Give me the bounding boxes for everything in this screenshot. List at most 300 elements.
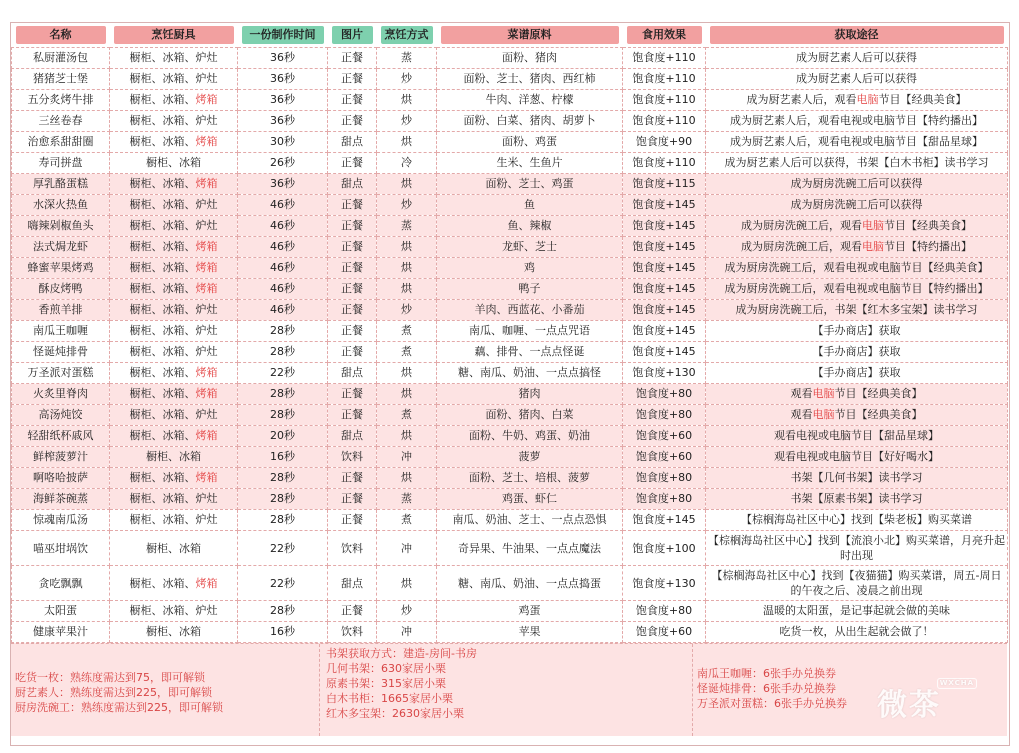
cell-method: 烘: [377, 279, 437, 300]
cell-ingredients: 鱼、辣椒: [437, 216, 623, 237]
cell-time: 28秒: [238, 384, 328, 405]
cell-ingredients: 面粉、芝士、培根、菠萝: [437, 468, 623, 489]
tool-text: 橱柜、冰箱、炉灶: [129, 198, 218, 211]
footer-unlock-notes: [11, 644, 320, 736]
tool-text: 烤箱: [195, 240, 218, 253]
cell-effect: 饱食度+60: [623, 447, 706, 468]
cell-tools: [110, 363, 238, 384]
cell-tools: [110, 69, 238, 90]
cell-source: [706, 195, 1008, 216]
cell-effect: 饱食度+145: [623, 342, 706, 363]
tool-text: 橱柜、冰箱、炉灶: [129, 72, 218, 85]
cell-category: 正餐: [328, 216, 377, 237]
tool-text: 橱柜、冰箱、: [129, 366, 196, 379]
cell-method: 炒: [377, 69, 437, 90]
cell-time: 46秒: [238, 237, 328, 258]
recipe-table: [11, 23, 1008, 643]
cell-tools: [110, 566, 238, 601]
tool-text: 橱柜、冰箱、炉灶: [129, 219, 218, 232]
cell-tools: [110, 531, 238, 566]
source-text: 成为厨房洗碗工后可以获得: [790, 198, 923, 211]
cell-tools: [110, 174, 238, 195]
cell-category: 甜点: [328, 363, 377, 384]
footer-voucher-notes: [693, 644, 1007, 736]
table-row: [12, 69, 1008, 90]
cell-method: 烘: [377, 237, 437, 258]
cell-time: 22秒: [238, 363, 328, 384]
header-tools: 烹饪厨具: [114, 26, 234, 44]
table-row: [12, 90, 1008, 111]
cell-tools: [110, 489, 238, 510]
cell-method: 炒: [377, 601, 437, 622]
cell-source: [706, 426, 1008, 447]
cell-category: 正餐: [328, 69, 377, 90]
cell-name: 香煎羊排: [12, 300, 110, 321]
cell-effect: 饱食度+145: [623, 216, 706, 237]
footer-line: 万圣派对蛋糕：6张手办兑换券: [697, 697, 847, 710]
cell-name: 海鲜茶碗蒸: [12, 489, 110, 510]
source-text: 【手办商店】获取: [812, 345, 901, 358]
table-row: [12, 622, 1008, 643]
source-text: 节目【特约播出】: [884, 240, 972, 253]
cell-method: 炒: [377, 195, 437, 216]
cell-source: [706, 468, 1008, 489]
source-text: 成为厨房洗碗工后，观看: [741, 240, 862, 253]
source-text: 观看: [790, 387, 813, 400]
cell-time: 28秒: [238, 601, 328, 622]
cell-effect: 饱食度+110: [623, 111, 706, 132]
cell-category: 甜点: [328, 566, 377, 601]
cell-method: 烘: [377, 258, 437, 279]
cell-name: 蜂蜜苹果烤鸡: [12, 258, 110, 279]
cell-source: [706, 237, 1008, 258]
cell-time: 16秒: [238, 447, 328, 468]
cell-name: 喵巫坩埚饮: [12, 531, 110, 566]
source-text: 电脑: [856, 93, 879, 106]
source-text: 成为厨艺素人后可以获得: [796, 72, 917, 85]
footer-line: 怪诞炖排骨：6张手办兑换券: [697, 682, 836, 695]
recipe-sheet: [10, 22, 1010, 746]
tool-text: 烤箱: [195, 177, 218, 190]
cell-tools: [110, 279, 238, 300]
watermark-logo: [877, 680, 987, 722]
cell-name: 南瓜王咖喱: [12, 321, 110, 342]
cell-effect: 饱食度+80: [623, 601, 706, 622]
cell-tools: [110, 216, 238, 237]
tool-text: 橱柜、冰箱、: [129, 261, 196, 274]
cell-time: 28秒: [238, 510, 328, 531]
table-row: [12, 48, 1008, 69]
cell-effect: 饱食度+115: [623, 174, 706, 195]
cell-method: 烘: [377, 566, 437, 601]
footer-line: 白木书柜：1665家居小栗: [326, 692, 453, 705]
cell-name: 鲜榨菠萝汁: [12, 447, 110, 468]
tool-text: 烤箱: [195, 93, 218, 106]
cell-effect: 饱食度+145: [623, 279, 706, 300]
cell-name: 寿司拼盘: [12, 153, 110, 174]
cell-time: 36秒: [238, 111, 328, 132]
cell-name: 厚乳酪蛋糕: [12, 174, 110, 195]
cell-category: 饮料: [328, 531, 377, 566]
cell-ingredients: 面粉、芝士、猪肉、西红柿: [437, 69, 623, 90]
cell-time: 36秒: [238, 69, 328, 90]
cell-effect: 饱食度+100: [623, 531, 706, 566]
cell-time: 46秒: [238, 258, 328, 279]
cell-tools: [110, 447, 238, 468]
tool-text: 烤箱: [195, 471, 218, 484]
source-text: 温暖的太阳蛋，是记事起就会做的美味: [763, 604, 950, 617]
source-text: 节目【经典美食】: [884, 219, 972, 232]
cell-ingredients: 面粉、白菜、猪肉、胡萝卜: [437, 111, 623, 132]
cell-name: 酥皮烤鸭: [12, 279, 110, 300]
cell-category: 正餐: [328, 342, 377, 363]
cell-source: [706, 447, 1008, 468]
header-ingredients: 菜谱原料: [441, 26, 619, 44]
tool-text: 橱柜、冰箱、炉灶: [129, 114, 218, 127]
footer-line: 吃货一枚：熟练度需达到75，即可解锁: [15, 671, 205, 684]
source-text: 成为厨房洗碗工后可以获得: [790, 177, 923, 190]
tool-text: 橱柜、冰箱: [146, 625, 201, 638]
tool-text: 烤箱: [195, 135, 218, 148]
cell-tools: [110, 258, 238, 279]
cell-category: 正餐: [328, 153, 377, 174]
cell-method: 煮: [377, 321, 437, 342]
table-row: [12, 237, 1008, 258]
cell-source: [706, 622, 1008, 643]
source-text: 节目【经典美食】: [878, 93, 967, 106]
cell-ingredients: 生米、生鱼片: [437, 153, 623, 174]
tool-text: 橱柜、冰箱、炉灶: [129, 345, 218, 358]
source-text: 成为厨房洗碗工后，书架【红木多宝架】读书学习: [735, 303, 978, 316]
cell-tools: [110, 321, 238, 342]
source-text: 【棕榈海岛社区中心】找到【柴老板】购买菜谱: [741, 513, 972, 526]
cell-method: 烘: [377, 426, 437, 447]
tool-text: 烤箱: [195, 282, 218, 295]
cell-effect: 饱食度+90: [623, 132, 706, 153]
cell-name: 三丝卷春: [12, 111, 110, 132]
source-text: 【手办商店】获取: [812, 366, 901, 379]
cell-name: 猪猪芝士堡: [12, 69, 110, 90]
cell-method: 烘: [377, 132, 437, 153]
cell-tools: [110, 111, 238, 132]
cell-name: 轻甜纸杯戚风: [12, 426, 110, 447]
cell-ingredients: 面粉、鸡蛋: [437, 132, 623, 153]
table-row: [12, 132, 1008, 153]
cell-time: 30秒: [238, 132, 328, 153]
watermark-text: 微茶: [877, 688, 941, 723]
cell-source: [706, 510, 1008, 531]
cell-method: 冷: [377, 153, 437, 174]
table-row: [12, 405, 1008, 426]
source-text: 【手办商店】获取: [812, 324, 901, 337]
cell-category: 正餐: [328, 258, 377, 279]
cell-ingredients: 面粉、猪肉、白菜: [437, 405, 623, 426]
header-effect: 食用效果: [627, 26, 702, 44]
cell-effect: 饱食度+145: [623, 237, 706, 258]
watermark-sub: WXCHA: [937, 678, 977, 689]
cell-ingredients: 糖、南瓜、奶油、一点点搞怪: [437, 363, 623, 384]
cell-source: [706, 384, 1008, 405]
cell-category: 正餐: [328, 111, 377, 132]
cell-source: [706, 69, 1008, 90]
source-text: 电脑: [862, 240, 884, 253]
cell-source: [706, 489, 1008, 510]
source-text: 书架【原素书架】读书学习: [790, 492, 923, 505]
table-row: [12, 426, 1008, 447]
recipe-rows: [12, 48, 1008, 643]
cell-method: 冲: [377, 622, 437, 643]
cell-time: 28秒: [238, 321, 328, 342]
cell-tools: [110, 195, 238, 216]
table-row: [12, 111, 1008, 132]
tool-text: 橱柜、冰箱: [146, 156, 201, 169]
tool-text: 烤箱: [195, 366, 218, 379]
source-text: 观看电视或电脑节目【好好喝水】: [774, 450, 939, 463]
tool-text: 橱柜、冰箱、炉灶: [129, 513, 218, 526]
cell-ingredients: 面粉、芝士、鸡蛋: [437, 174, 623, 195]
cell-time: 28秒: [238, 342, 328, 363]
cell-time: 46秒: [238, 279, 328, 300]
footer-notes: [11, 643, 1007, 736]
cell-effect: 饱食度+60: [623, 426, 706, 447]
cell-effect: 饱食度+130: [623, 363, 706, 384]
footer-line: 厨艺素人：熟练度需达到225，即可解锁: [15, 686, 212, 699]
cell-tools: [110, 426, 238, 447]
table-row: [12, 174, 1008, 195]
cell-category: 正餐: [328, 489, 377, 510]
cell-source: [706, 48, 1008, 69]
cell-effect: 饱食度+80: [623, 468, 706, 489]
cell-ingredients: 奇异果、牛油果、一点点魔法: [437, 531, 623, 566]
cell-tools: [110, 48, 238, 69]
header-time: 一份制作时间: [242, 26, 324, 44]
cell-method: 蒸: [377, 48, 437, 69]
cell-effect: 饱食度+80: [623, 405, 706, 426]
table-row: [12, 258, 1008, 279]
cell-ingredients: 藕、排骨、一点点怪诞: [437, 342, 623, 363]
source-text: 成为厨房洗碗工后，观看电视或电脑节目【经典美食】: [724, 261, 989, 274]
source-text: 电脑: [862, 219, 884, 232]
cell-name: 高汤炖饺: [12, 405, 110, 426]
source-text: 成为厨艺素人后可以获得，书架【白木书柜】读书学习: [724, 156, 989, 169]
cell-method: 炒: [377, 111, 437, 132]
cell-category: 饮料: [328, 622, 377, 643]
cell-ingredients: 牛肉、洋葱、柠檬: [437, 90, 623, 111]
cell-effect: 饱食度+80: [623, 384, 706, 405]
cell-source: [706, 363, 1008, 384]
table-row: [12, 510, 1008, 531]
cell-method: 煮: [377, 342, 437, 363]
cell-effect: 饱食度+110: [623, 69, 706, 90]
cell-time: 36秒: [238, 90, 328, 111]
cell-tools: [110, 622, 238, 643]
tool-text: 烤箱: [195, 387, 218, 400]
tool-text: 橱柜、冰箱、: [129, 282, 196, 295]
cell-source: [706, 566, 1008, 601]
cell-source: [706, 601, 1008, 622]
cell-time: 46秒: [238, 300, 328, 321]
cell-tools: [110, 153, 238, 174]
table-row: [12, 601, 1008, 622]
cell-source: [706, 300, 1008, 321]
header-name: 名称: [16, 26, 106, 44]
cell-effect: 饱食度+110: [623, 153, 706, 174]
tool-text: 橱柜、冰箱、: [129, 429, 196, 442]
cell-time: 22秒: [238, 566, 328, 601]
tool-text: 烤箱: [195, 576, 218, 590]
table-row: [12, 489, 1008, 510]
cell-category: 甜点: [328, 132, 377, 153]
cell-name: 私厨灌汤包: [12, 48, 110, 69]
cell-ingredients: 鸡蛋、虾仁: [437, 489, 623, 510]
table-row: [12, 195, 1008, 216]
footer-line: 几何书架：630家居小栗: [326, 662, 446, 675]
cell-name: 贪吃飘飘: [12, 566, 110, 601]
table-row: [12, 531, 1008, 566]
cell-source: [706, 405, 1008, 426]
source-text: 【棕榈海岛社区中心】找到【夜猫猫】购买菜谱，周五-周日的午夜之后、凌晨之前出现: [711, 569, 1002, 597]
cell-effect: 饱食度+110: [623, 90, 706, 111]
cell-effect: 饱食度+145: [623, 321, 706, 342]
cell-tools: [110, 342, 238, 363]
source-text: 【棕榈海岛社区中心】找到【流浪小北】购买菜谱，月亮升起时出现: [708, 534, 1005, 562]
cell-ingredients: 南瓜、咖喱、一点点咒语: [437, 321, 623, 342]
table-row: [12, 321, 1008, 342]
cell-name: 法式焗龙虾: [12, 237, 110, 258]
cell-source: [706, 531, 1008, 566]
header-image: 图片: [332, 26, 373, 44]
cell-effect: 饱食度+145: [623, 300, 706, 321]
cell-name: 健康苹果汁: [12, 622, 110, 643]
cell-source: [706, 132, 1008, 153]
cell-ingredients: 鸭子: [437, 279, 623, 300]
cell-tools: [110, 384, 238, 405]
table-row: [12, 300, 1008, 321]
cell-name: 太阳蛋: [12, 601, 110, 622]
cell-effect: 饱食度+145: [623, 258, 706, 279]
source-text: 节目【经典美食】: [834, 387, 923, 400]
cell-ingredients: 龙虾、芝士: [437, 237, 623, 258]
source-text: 成为厨房洗碗工后，观看: [741, 219, 862, 232]
cell-time: 46秒: [238, 195, 328, 216]
tool-text: 橱柜、冰箱、: [129, 387, 196, 400]
source-text: 观看: [790, 408, 813, 421]
source-text: 成为厨房洗碗工后，观看电视或电脑节目【特约播出】: [724, 282, 989, 295]
cell-effect: 饱食度+145: [623, 510, 706, 531]
source-text: 成为厨艺素人后可以获得: [796, 51, 917, 64]
cell-category: 正餐: [328, 195, 377, 216]
header-row: [12, 23, 1008, 48]
cell-tools: [110, 601, 238, 622]
cell-time: 46秒: [238, 216, 328, 237]
cell-effect: 饱食度+80: [623, 489, 706, 510]
source-text: 吃货一枚，从出生起就会做了！: [779, 625, 934, 638]
table-row: [12, 153, 1008, 174]
cell-time: 36秒: [238, 174, 328, 195]
cell-ingredients: 鱼: [437, 195, 623, 216]
cell-source: [706, 153, 1008, 174]
cell-method: 蒸: [377, 216, 437, 237]
cell-name: 啊咯哈披萨: [12, 468, 110, 489]
table-row: [12, 279, 1008, 300]
cell-tools: [110, 90, 238, 111]
cell-category: 正餐: [328, 321, 377, 342]
cell-ingredients: 猪肉: [437, 384, 623, 405]
cell-time: 16秒: [238, 622, 328, 643]
table-row: [12, 384, 1008, 405]
table-row: [12, 342, 1008, 363]
cell-name: 治愈系甜甜圈: [12, 132, 110, 153]
source-text: 书架【几何书架】读书学习: [790, 471, 923, 484]
source-text: 观看电视或电脑节目【甜品星球】: [774, 429, 939, 442]
cell-time: 28秒: [238, 405, 328, 426]
table-row: [12, 566, 1008, 601]
header-source: 获取途径: [710, 26, 1004, 44]
cell-effect: 饱食度+130: [623, 566, 706, 601]
cell-time: 26秒: [238, 153, 328, 174]
cell-category: 正餐: [328, 300, 377, 321]
cell-name: 五分炙烤牛排: [12, 90, 110, 111]
table-row: [12, 363, 1008, 384]
tool-text: 橱柜、冰箱、: [129, 240, 196, 253]
cell-category: 正餐: [328, 510, 377, 531]
cell-source: [706, 174, 1008, 195]
cell-name: 水深火热鱼: [12, 195, 110, 216]
cell-source: [706, 90, 1008, 111]
footer-line: 红木多宝架：2630家居小栗: [326, 707, 464, 720]
source-text: 电脑: [812, 408, 835, 421]
table-row: [12, 216, 1008, 237]
cell-tools: [110, 468, 238, 489]
tool-text: 橱柜、冰箱: [146, 450, 201, 463]
cell-tools: [110, 405, 238, 426]
cell-category: 正餐: [328, 237, 377, 258]
cell-time: 28秒: [238, 489, 328, 510]
cell-source: [706, 342, 1008, 363]
source-text: 节目【经典美食】: [834, 408, 923, 421]
cell-method: 蒸: [377, 489, 437, 510]
cell-time: 28秒: [238, 468, 328, 489]
cell-category: 正餐: [328, 48, 377, 69]
cell-time: 20秒: [238, 426, 328, 447]
source-text: 电脑: [812, 387, 835, 400]
cell-method: 炒: [377, 300, 437, 321]
cell-method: 烘: [377, 363, 437, 384]
tool-text: 橱柜、冰箱、: [129, 177, 196, 190]
cell-name: 火炙里脊肉: [12, 384, 110, 405]
cell-effect: 饱食度+145: [623, 195, 706, 216]
cell-method: 烘: [377, 174, 437, 195]
tool-text: 橱柜、冰箱、炉灶: [129, 492, 218, 505]
cell-category: 正餐: [328, 405, 377, 426]
source-text: 成为厨艺素人后，观看电视或电脑节目【特约播出】: [730, 114, 983, 127]
cell-method: 冲: [377, 531, 437, 566]
header-method: 烹饪方式: [381, 26, 433, 44]
tool-text: 橱柜、冰箱、炉灶: [129, 51, 218, 64]
tool-text: 烤箱: [195, 261, 218, 274]
cell-ingredients: 菠萝: [437, 447, 623, 468]
cell-ingredients: 面粉、牛奶、鸡蛋、奶油: [437, 426, 623, 447]
source-text: 成为厨艺素人后，观看电视或电脑节目【甜品星球】: [730, 135, 983, 148]
cell-category: 饮料: [328, 447, 377, 468]
tool-text: 橱柜、冰箱、炉灶: [129, 408, 218, 421]
cell-source: [706, 216, 1008, 237]
tool-text: 橱柜、冰箱: [146, 541, 201, 555]
cell-ingredients: 南瓜、奶油、芝士、一点点恐惧: [437, 510, 623, 531]
cell-method: 煮: [377, 405, 437, 426]
cell-source: [706, 279, 1008, 300]
tool-text: 橱柜、冰箱、炉灶: [129, 324, 218, 337]
